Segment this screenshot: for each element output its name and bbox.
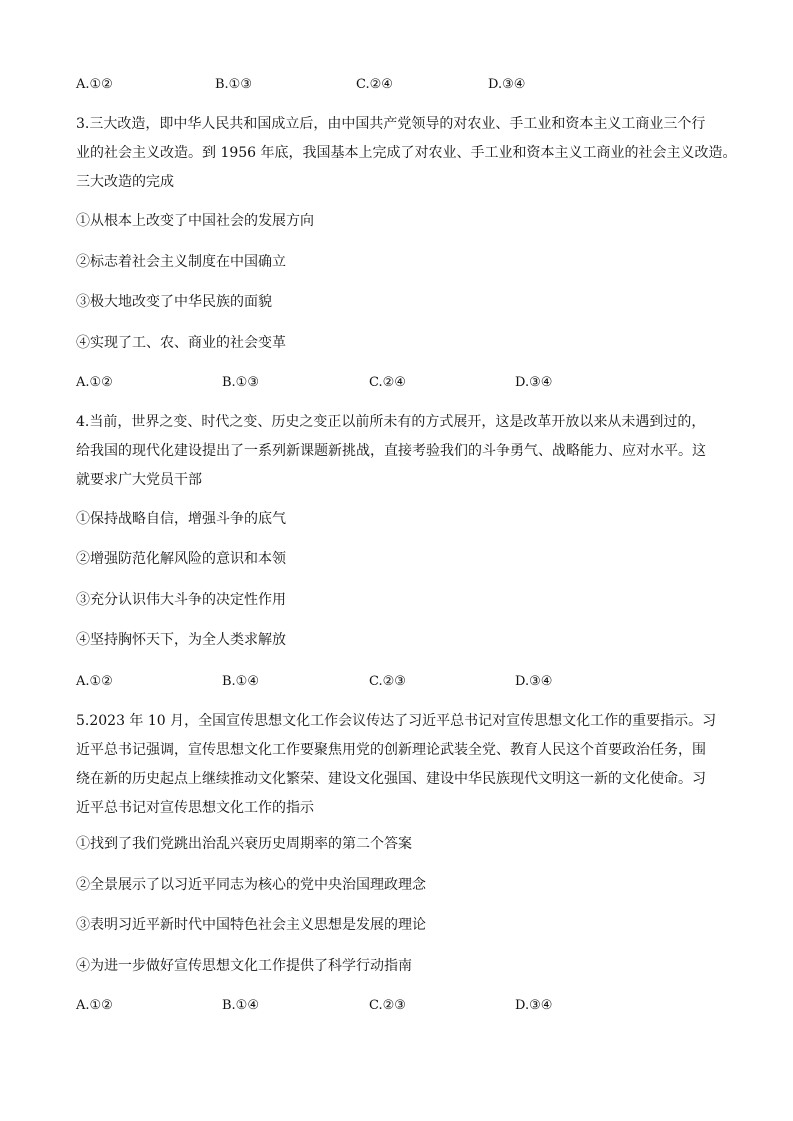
option-b: B.①④ (222, 674, 259, 689)
stem-line: 近平总书记对宣传思想文化工作的指示 (76, 800, 314, 816)
stem-line: 近平总书记强调，宣传思想文化工作要聚焦用党的创新理论武装全党、教育人民这个首要政治任务，围 (76, 742, 706, 758)
option-b: B.①④ (222, 998, 259, 1013)
question-3-item-3: ③极大地改变了中华民族的面貌 (76, 294, 272, 310)
option-a: A.①② (76, 998, 113, 1013)
option-d: D.③④ (515, 998, 553, 1013)
option-c: C.②③ (369, 674, 406, 689)
option-d: D.③④ (515, 674, 553, 689)
question-3-stem (76, 110, 737, 197)
question-5-item-3: ③表明习近平新时代中国特色社会主义思想是发展的理论 (76, 917, 426, 933)
option-a: A.①② (76, 375, 113, 390)
option-c: C.②④ (356, 77, 393, 92)
option-a: A.①② (76, 674, 113, 689)
option-a: A.①② (76, 77, 113, 92)
option-b: B.①③ (222, 375, 259, 390)
question-4-stem (76, 408, 726, 495)
stem-line: 业的社会主义改造。到 1956 年底，我国基本上完成了对农业、手工业和资本主义工商业的社会主义改造。 (76, 145, 737, 161)
stem-line: 3.三大改造，即中华人民共和国成立后，由中国共产党领导的对农业、手工业和资本主义工商业三个行 (76, 116, 706, 132)
question-4-item-3: ③充分认识伟大斗争的决定性作用 (76, 592, 286, 608)
question-5-stem (76, 707, 726, 823)
option-b: B.①③ (215, 77, 252, 92)
option-d: D.③④ (515, 375, 553, 390)
option-c: C.②③ (369, 998, 406, 1013)
question-5-item-2: ②全景展示了以习近平同志为核心的党中央治国理政理念 (76, 877, 426, 893)
question-3-item-4: ④实现了工、农、商业的社会变革 (76, 335, 286, 351)
stem-line: 给我国的现代化建设提出了一系列新课题新挑战，直接考验我们的斗争勇气、战略能力、应对水平。这 (76, 443, 706, 459)
stem-line: 绕在新的历史起点上继续推动文化繁荣、建设文化强国、建设中华民族现代文明这一新的文化使命。习 (76, 771, 706, 787)
question-3-item-2: ②标志着社会主义制度在中国确立 (76, 254, 286, 270)
stem-line: 5.2023 年 10 月，全国宣传思想文化工作会议传达了习近平总书记对宣传思想文化工作的重要指示。习 (76, 713, 717, 729)
question-4-item-4: ④坚持胸怀天下，为全人类求解放 (76, 632, 286, 648)
stem-line: 4.当前，世界之变、时代之变、历史之变正以前所未有的方式展开，这是改革开放以来从未遇到过的， (76, 414, 706, 430)
question-5-item-1: ①找到了我们党跳出治乱兴衰历史周期率的第二个答案 (76, 836, 412, 852)
question-4-item-2: ②增强防范化解风险的意识和本领 (76, 551, 286, 567)
stem-line: 就要求广大党员干部 (76, 472, 202, 488)
question-3-item-1: ①从根本上改变了中国社会的发展方向 (76, 213, 314, 229)
option-d: D.③④ (488, 77, 526, 92)
question-5-item-4: ④为进一步做好宣传思想文化工作提供了科学行动指南 (76, 958, 412, 974)
question-4-item-1: ①保持战略自信，增强斗争的底气 (76, 511, 286, 527)
stem-line: 三大改造的完成 (76, 174, 174, 190)
option-c: C.②④ (369, 375, 406, 390)
